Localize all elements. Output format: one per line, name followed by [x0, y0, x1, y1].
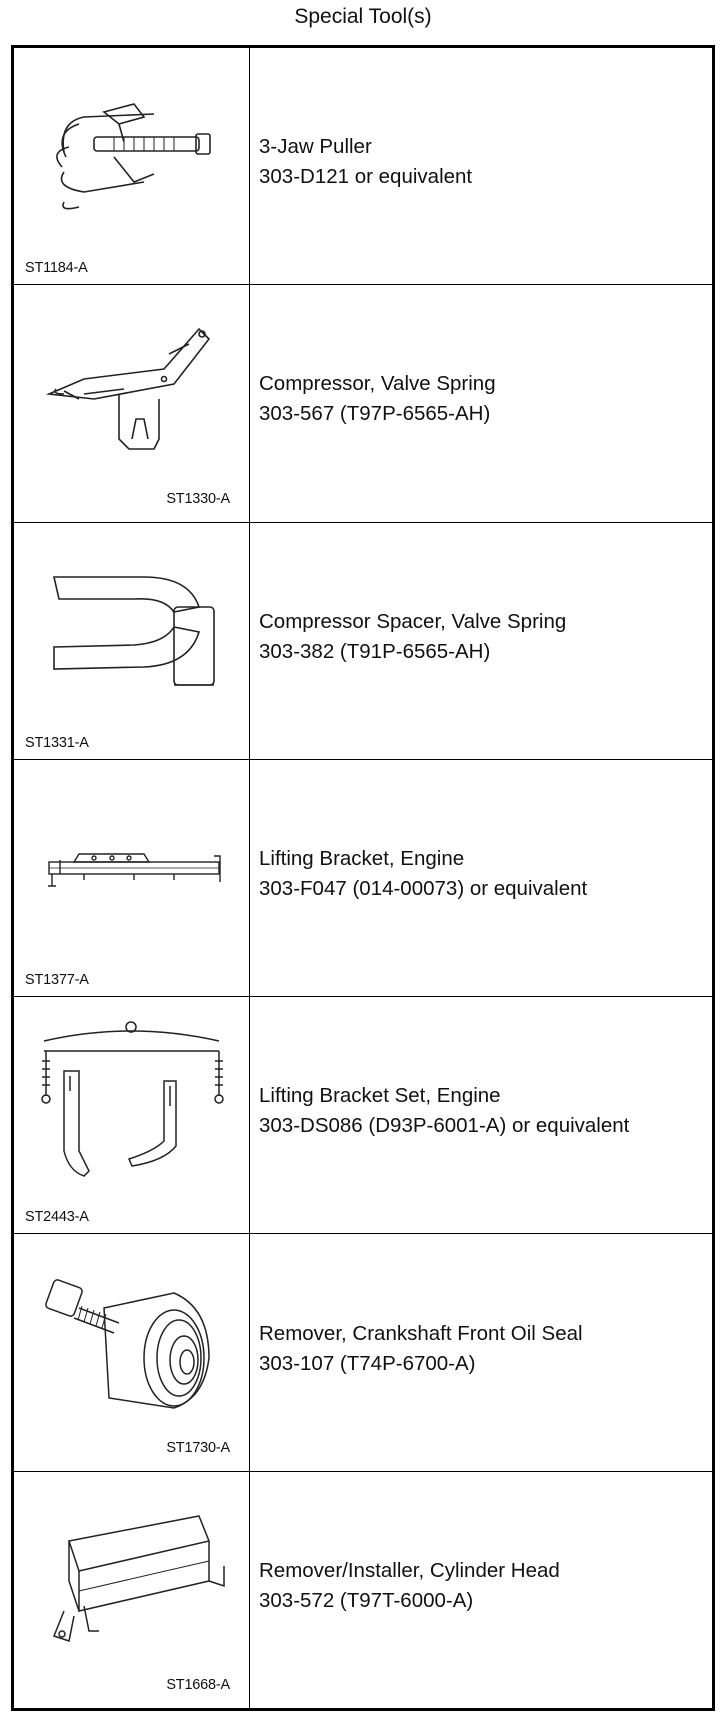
- tool-description: [250, 285, 712, 521]
- tool-name: Lifting Bracket Set, Engine: [259, 1084, 501, 1108]
- lifting-bracket-icon: [24, 774, 239, 954]
- tool-part-number: 303-572 (T97T-6000-A): [259, 1588, 474, 1612]
- tool-part-number: 303-567 (T97P-6565-AH): [259, 402, 491, 426]
- tool-code: ST1668-A: [166, 1676, 230, 1693]
- tool-name: Remover/Installer, Cylinder Head: [259, 1558, 560, 1582]
- valve-spring-compressor-icon: [24, 299, 239, 479]
- tool-description: [250, 1472, 712, 1708]
- tool-description: [250, 997, 712, 1233]
- tool-name: Lifting Bracket, Engine: [259, 846, 465, 870]
- tool-description: [250, 1234, 712, 1470]
- tool-name: Compressor Spacer, Valve Spring: [259, 609, 567, 633]
- page-title: Special Tool(s): [294, 5, 432, 28]
- tool-description: [250, 760, 712, 996]
- tool-code: ST1330-A: [166, 490, 230, 507]
- tool-illustration-cell: [14, 760, 250, 996]
- tool-part-number: 303-D121 or equivalent: [259, 165, 473, 189]
- lifting-bracket-set-icon: [24, 1011, 239, 1191]
- tool-name: Compressor, Valve Spring: [259, 372, 496, 396]
- tool-part-number: 303-382 (T91P-6565-AH): [259, 639, 491, 663]
- table-row: [14, 996, 712, 1233]
- table-row: [14, 1233, 712, 1470]
- special-tools-table: [11, 45, 715, 1711]
- table-row: [14, 759, 712, 996]
- tool-name: 3-Jaw Puller: [259, 135, 372, 159]
- tool-part-number: 303-107 (T74P-6700-A): [259, 1351, 476, 1375]
- table-row: [14, 1471, 712, 1708]
- tool-code: ST2443-A: [25, 1209, 89, 1226]
- tool-part-number: 303-F047 (014-00073) or equivalent: [259, 876, 588, 900]
- tool-code: ST1331-A: [25, 734, 89, 751]
- tool-illustration-cell: [14, 48, 250, 284]
- table-row: [14, 48, 712, 284]
- tool-code: ST1184-A: [25, 260, 88, 277]
- tool-description: [250, 523, 712, 759]
- table-row: [14, 522, 712, 759]
- tool-name: Remover, Crankshaft Front Oil Seal: [259, 1321, 583, 1345]
- table-row: [14, 284, 712, 521]
- tool-illustration-cell: [14, 1472, 250, 1708]
- three-jaw-puller-icon: [24, 62, 239, 242]
- tool-code: ST1730-A: [166, 1439, 230, 1456]
- tool-illustration-cell: [14, 1234, 250, 1470]
- tool-illustration-cell: [14, 997, 250, 1233]
- tool-illustration-cell: [14, 285, 250, 521]
- tool-illustration-cell: [14, 523, 250, 759]
- tool-code: ST1377-A: [25, 972, 89, 989]
- compressor-spacer-icon: [24, 537, 239, 717]
- tool-description: [250, 48, 712, 284]
- oil-seal-remover-icon: [24, 1248, 239, 1428]
- tool-part-number: 303-DS086 (D93P-6001-A) or equivalent: [259, 1114, 630, 1138]
- cylinder-head-remover-installer-icon: [24, 1486, 239, 1666]
